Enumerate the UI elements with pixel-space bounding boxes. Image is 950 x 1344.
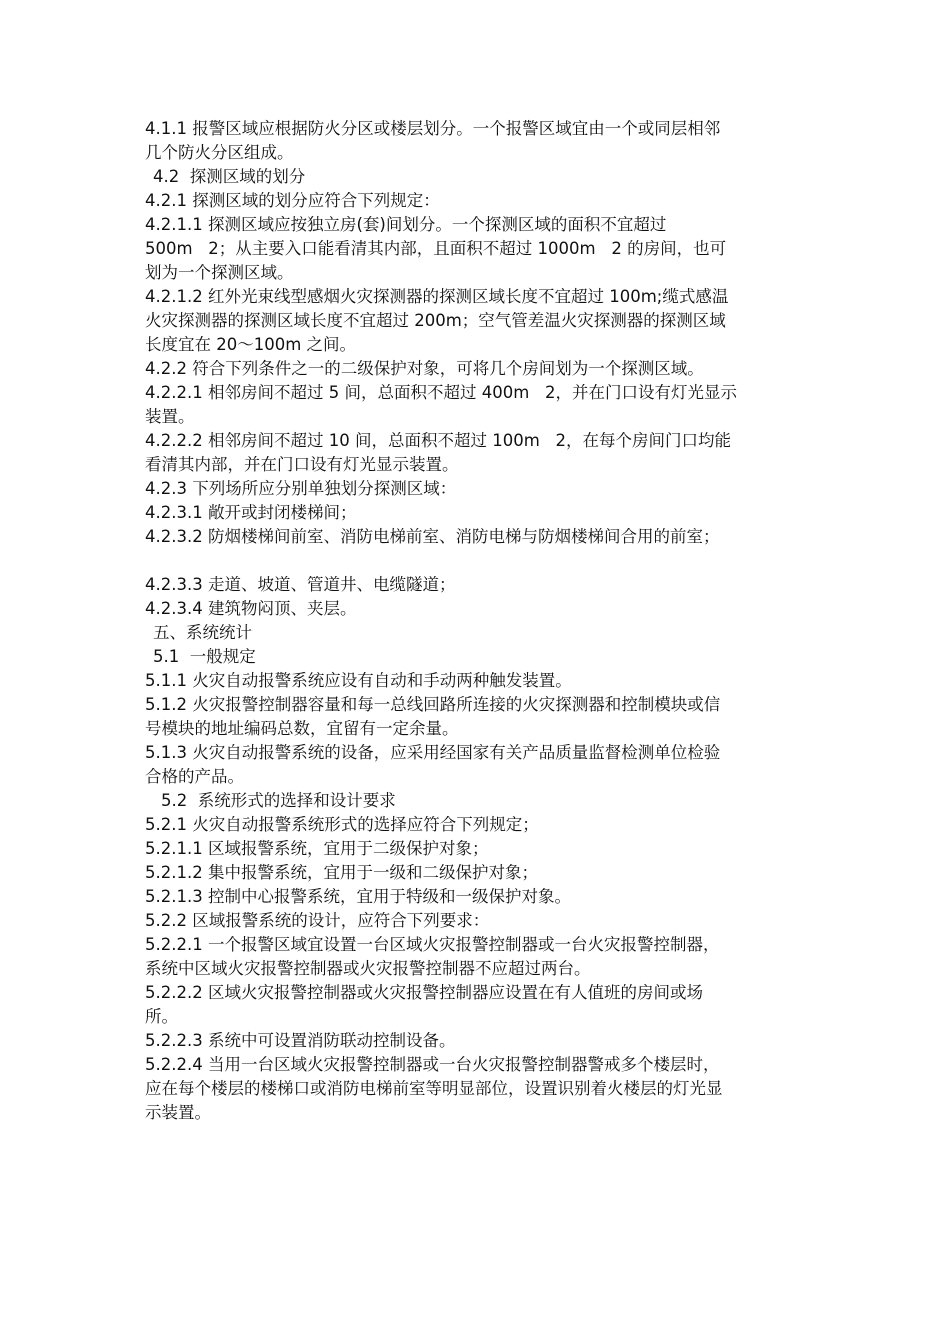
- text-line: 5.2.1 火灾自动报警系统形式的选择应符合下列规定；: [145, 815, 539, 834]
- section-heading: 5.1 一般规定: [153, 647, 256, 666]
- text-line: 看清其内部，并在门口设有灯光显示装置。: [145, 455, 459, 474]
- text-line: 4.2.1.2 红外光束线型感烟火灾探测器的探测区域长度不宜超过 100m;缆式感温: [145, 287, 729, 306]
- section-heading: 5.2 系统形式的选择和设计要求: [161, 791, 396, 810]
- text-line: 所。: [145, 1007, 178, 1026]
- text-line: 5.2.1.3 控制中心报警系统，宜用于特级和一级保护对象。: [145, 887, 571, 906]
- text-line: 5.2.2.4 当用一台区域火灾报警控制器或一台火灾报警控制器警戒多个楼层时，: [145, 1055, 720, 1074]
- text-line: 合格的产品。: [145, 767, 244, 786]
- text-line: 4.2.3.3 走道、坡道、管道井、电缆隧道；: [145, 575, 456, 594]
- text-line: 装置。: [145, 407, 195, 426]
- section-heading: 4.2 探测区域的划分: [153, 167, 306, 186]
- text-line: 4.2.3.2 防烟楼梯间前室、消防电梯前室、消防电梯与防烟楼梯间合用的前室；: [145, 527, 720, 546]
- text-line: 5.1.1 火灾自动报警系统应设有自动和手动两种触发装置。: [145, 671, 572, 690]
- text-line: 号模块的地址编码总数，宜留有一定余量。: [145, 719, 459, 738]
- text-line: 5.1.2 火灾报警控制器容量和每一总线回路所连接的火灾探测器和控制模块或信: [145, 695, 721, 714]
- text-line: 4.2.1 探测区域的划分应符合下列规定：: [145, 191, 440, 210]
- text-line: 5.2.2.3 系统中可设置消防联动控制设备。: [145, 1031, 456, 1050]
- text-line: 4.2.1.1 探测区域应按独立房(套)间划分。一个探测区域的面积不宜超过: [145, 215, 667, 234]
- text-line: 系统中区域火灾报警控制器或火灾报警控制器不应超过两台。: [145, 959, 591, 978]
- text-line: 5.2.1.1 区域报警系统，宜用于二级保护对象；: [145, 839, 489, 858]
- chapter-heading: 五、系统统计: [153, 623, 252, 642]
- text-line: 4.2.2.1 相邻房间不超过 5 间，总面积不超过 400m 2，并在门口设有灯光显示: [145, 383, 738, 402]
- text-line: 4.2.3.1 敞开或封闭楼梯间；: [145, 503, 357, 522]
- text-line: 5.2.2 区域报警系统的设计，应符合下列要求：: [145, 911, 490, 930]
- text-line: 应在每个楼层的楼梯口或消防电梯前室等明显部位，设置识别着火楼层的灯光显: [145, 1079, 723, 1098]
- text-line: 4.2.3.4 建筑物闷顶、夹层。: [145, 599, 357, 618]
- text-line: 划为一个探测区域。: [145, 263, 294, 282]
- text-line: 500m 2；从主要入口能看清其内部，且面积不超过 1000m 2 的房间，也可: [145, 239, 727, 258]
- text-line: 5.2.2.1 一个报警区域宜设置一台区域火灾报警控制器或一台火灾报警控制器，: [145, 935, 720, 954]
- text-line: 几个防火分区组成。: [145, 143, 294, 162]
- text-line: 4.1.1 报警区域应根据防火分区或楼层划分。一个报警区域宜由一个或同层相邻: [145, 119, 721, 138]
- text-line: 5.2.1.2 集中报警系统，宜用于一级和二级保护对象；: [145, 863, 538, 882]
- text-line: 长度宜在 20～100m 之间。: [145, 335, 357, 354]
- text-line: 4.2.3 下列场所应分别单独划分探测区域：: [145, 479, 457, 498]
- text-line: 5.1.3 火灾自动报警系统的设备，应采用经国家有关产品质量监督检测单位检验: [145, 743, 721, 762]
- document-page: [145, 117, 810, 1125]
- text-line: 4.2.2 符合下列条件之一的二级保护对象，可将几个房间划为一个探测区域。: [145, 359, 704, 378]
- text-line: 5.2.2.2 区域火灾报警控制器或火灾报警控制器应设置在有人值班的房间或场: [145, 983, 703, 1002]
- text-line: 4.2.2.2 相邻房间不超过 10 间，总面积不超过 100m 2，在每个房间门口均能: [145, 431, 731, 450]
- blank-line: [145, 549, 810, 573]
- text-line: 火灾探测器的探测区域长度不宜超过 200m；空气管差温火灾探测器的探测区域: [145, 311, 726, 330]
- text-line: 示装置。: [145, 1103, 211, 1122]
